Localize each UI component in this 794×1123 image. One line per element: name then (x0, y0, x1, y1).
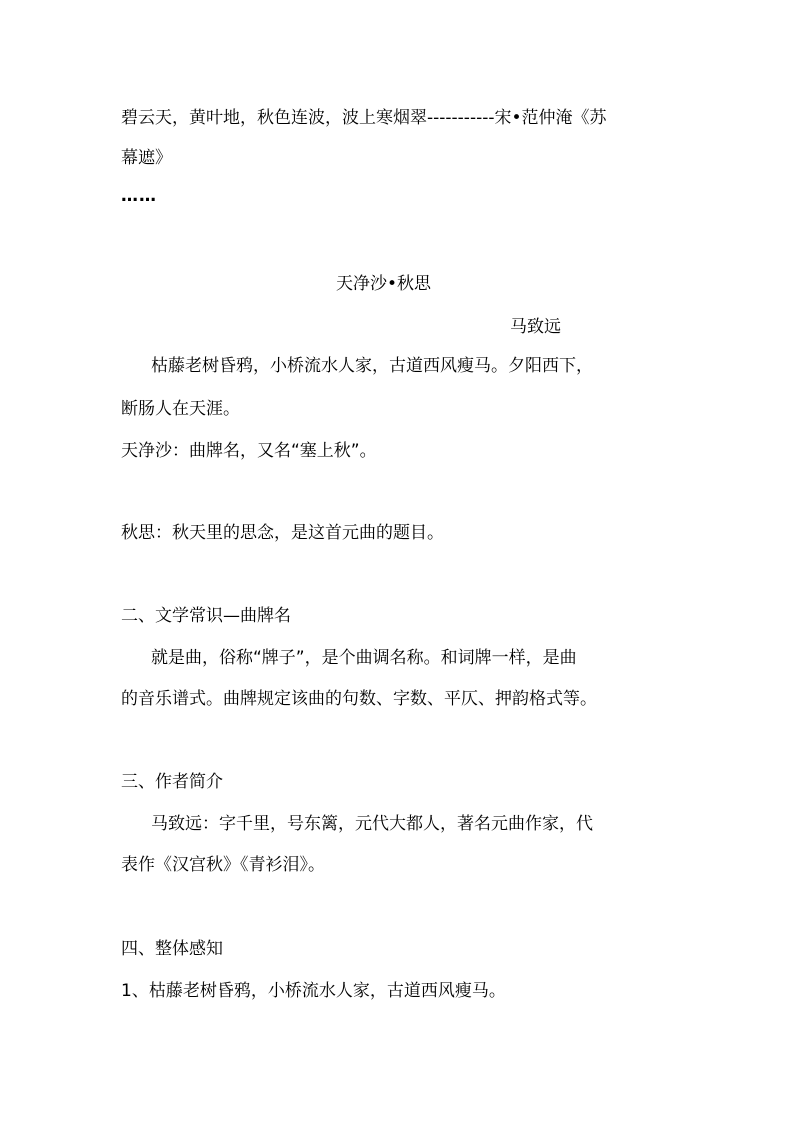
section-heading-overview: 四、整体感知 (121, 939, 223, 959)
section-heading-author: 三、作者简介 (121, 772, 223, 792)
note-tianjingsha: 天净沙：曲牌名，又名“塞上秋”。 (121, 441, 377, 461)
note-qiusi: 秋思：秋天里的思念，是这首元曲的题目。 (121, 523, 444, 543)
poem-title: 天净沙•秋思 (336, 274, 432, 294)
section-author-para-line-2: 表作《汉宫秋》《青衫泪》。 (121, 855, 325, 875)
poem-author: 马致远 (510, 317, 561, 337)
section-author-para-line-1: 马致远：字千里，号东篱，元代大都人，著名元曲作家，代 (151, 814, 593, 834)
poem-text-line-2: 断肠人在天涯。 (121, 399, 240, 419)
ellipsis: …… (121, 186, 157, 206)
intro-quote-line-2: 幕遮》 (121, 148, 172, 168)
section-literature-para-line-2: 的音乐谱式。曲牌规定该曲的句数、字数、平仄、押韵格式等。 (121, 689, 597, 709)
poem-text-line-1: 枯藤老树昏鸦，小桥流水人家，古道西风瘦马。夕阳西下， (151, 356, 593, 376)
intro-quote-line-1: 碧云天，黄叶地，秋色连波，波上寒烟翠-----------宋•范仲淹《苏 (121, 108, 607, 128)
section-heading-literature: 二、文学常识—曲牌名 (121, 606, 291, 626)
overview-item-1: 1、枯藤老树昏鸦，小桥流水人家，古道西风瘦马。 (121, 981, 506, 1001)
section-literature-para-line-1: 就是曲，俗称“牌子”，是个曲调名称。和词牌一样，是曲 (151, 648, 577, 668)
